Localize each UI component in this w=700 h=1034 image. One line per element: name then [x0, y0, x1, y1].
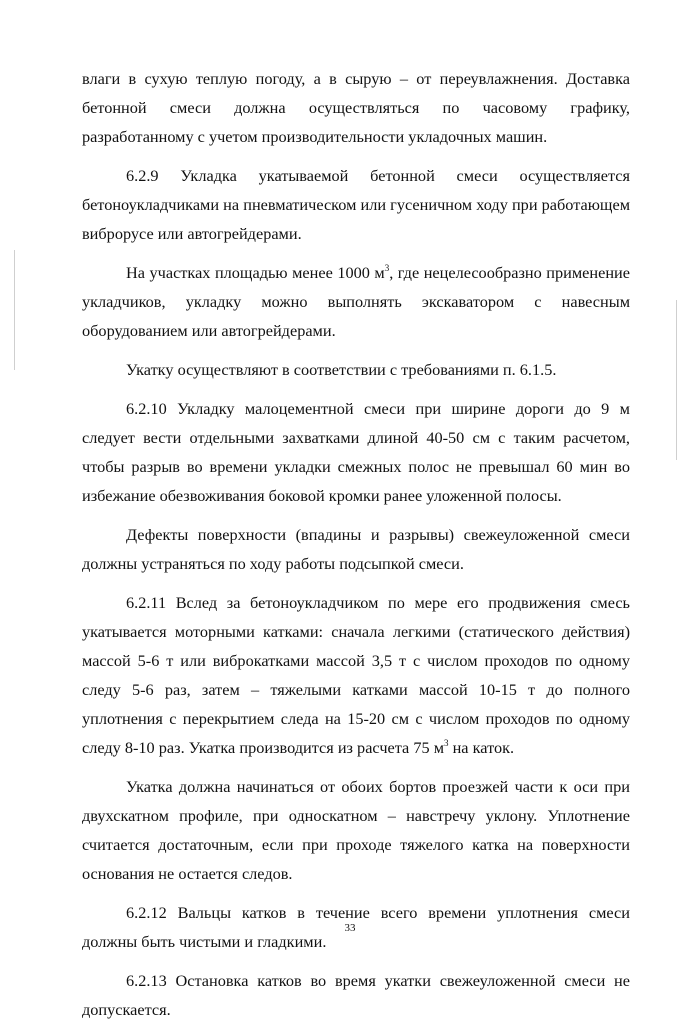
paragraph-6-2-11-text: 6.2.11 Вслед за бетоноукладчиком по мере его продвижения смесь укатывается моторными катками: сначала легкими (статического действия) массой 5-6 т или виброкатками массой 3,5 т с числом проходов по одному следу 5-6 раз, затем – тяжелыми катками массой 10-15 т до полного уплотнения с перекрытием следа на 15-20 см с числом проходов по одному следу 8-10 раз.: [82, 593, 630, 757]
paragraph-1: [82, 64, 630, 151]
paragraph-6-2-10-text: 6.2.10 Укладку малоцементной смеси при ширине дороги до 9 м следует вести отдельными захватками длиной 40-50 см с таким расчетом, чтобы разрыв во времени укладки смежных полос не превышал 60 мин во избежание обезвоживания боковой кромки ранее уложенной полосы.: [82, 399, 630, 505]
paragraph-defects-text: Дефекты поверхности (впадины и разрывы) свежеуложенной смеси должны устраняться по ходу работы подсыпкой смеси.: [82, 525, 630, 573]
paragraph-6-2-11-rate-before: Укатка производится из расчета 75 м: [188, 738, 445, 757]
paragraph-6-2-10: [82, 394, 630, 510]
paragraph-6-2-9: [82, 161, 630, 248]
paragraph-6-2-13-text: 6.2.13 Остановка катков во время укатки свежеуложенной смеси не допускается.: [82, 971, 630, 1019]
paragraph-area-note-text-before: На участках площадью менее 1000 м: [126, 263, 385, 282]
paragraph-6-2-13: [82, 966, 630, 1024]
superscript-3-rate: 3: [444, 738, 449, 748]
scan-mark-right: [676, 300, 677, 460]
page-number: 33: [344, 922, 356, 934]
paragraph-rolling-direction: [82, 772, 630, 888]
superscript-3: 3: [384, 263, 390, 273]
paragraph-6-2-9-text: 6.2.9 Укладка укатываемой бетонной смеси осуществляется бетоноукладчиками на пневматическом или гусеничном ходу при работающем виброрусе или автогрейдерами.: [82, 166, 630, 243]
body-text: [82, 64, 630, 1034]
paragraph-compaction-ref-text: Укатку осуществляют в соответствии с требованиями п. 6.1.5.: [126, 360, 557, 379]
paragraph-6-2-11-rate-after: на каток.: [448, 738, 515, 757]
paragraph-defects: [82, 520, 630, 578]
paragraph-area-note: [82, 258, 630, 345]
paragraph-area-note-text-after: , где нецелесообразно применение укладчиков, укладку можно выполнять экскаватором с навесным оборудованием или автогрейдерами.: [82, 263, 630, 340]
paragraph-6-2-11: [82, 588, 630, 762]
paragraph-1-text: влаги в сухую теплую погоду, а в сырую – от переувлажнения. Доставка бетонной смеси должна осуществляться по часовому графику, разработанному с учетом производительности укладочных машин.: [82, 69, 630, 146]
paragraph-compaction-ref: [82, 355, 630, 384]
paragraph-6-2-12-text: 6.2.12 Вальцы катков в течение всего времени уплотнения смеси должны быть чистыми и гладкими.: [82, 903, 630, 951]
scan-mark-left: [14, 250, 15, 370]
paragraph-rolling-direction-text: Укатка должна начинаться от обоих бортов проезжей части к оси при двухскатном профиле, при односкатном – навстречу уклону. Уплотнение считается достаточным, если при проходе тяжелого катка на поверхности основания не остается следов.: [82, 777, 630, 883]
